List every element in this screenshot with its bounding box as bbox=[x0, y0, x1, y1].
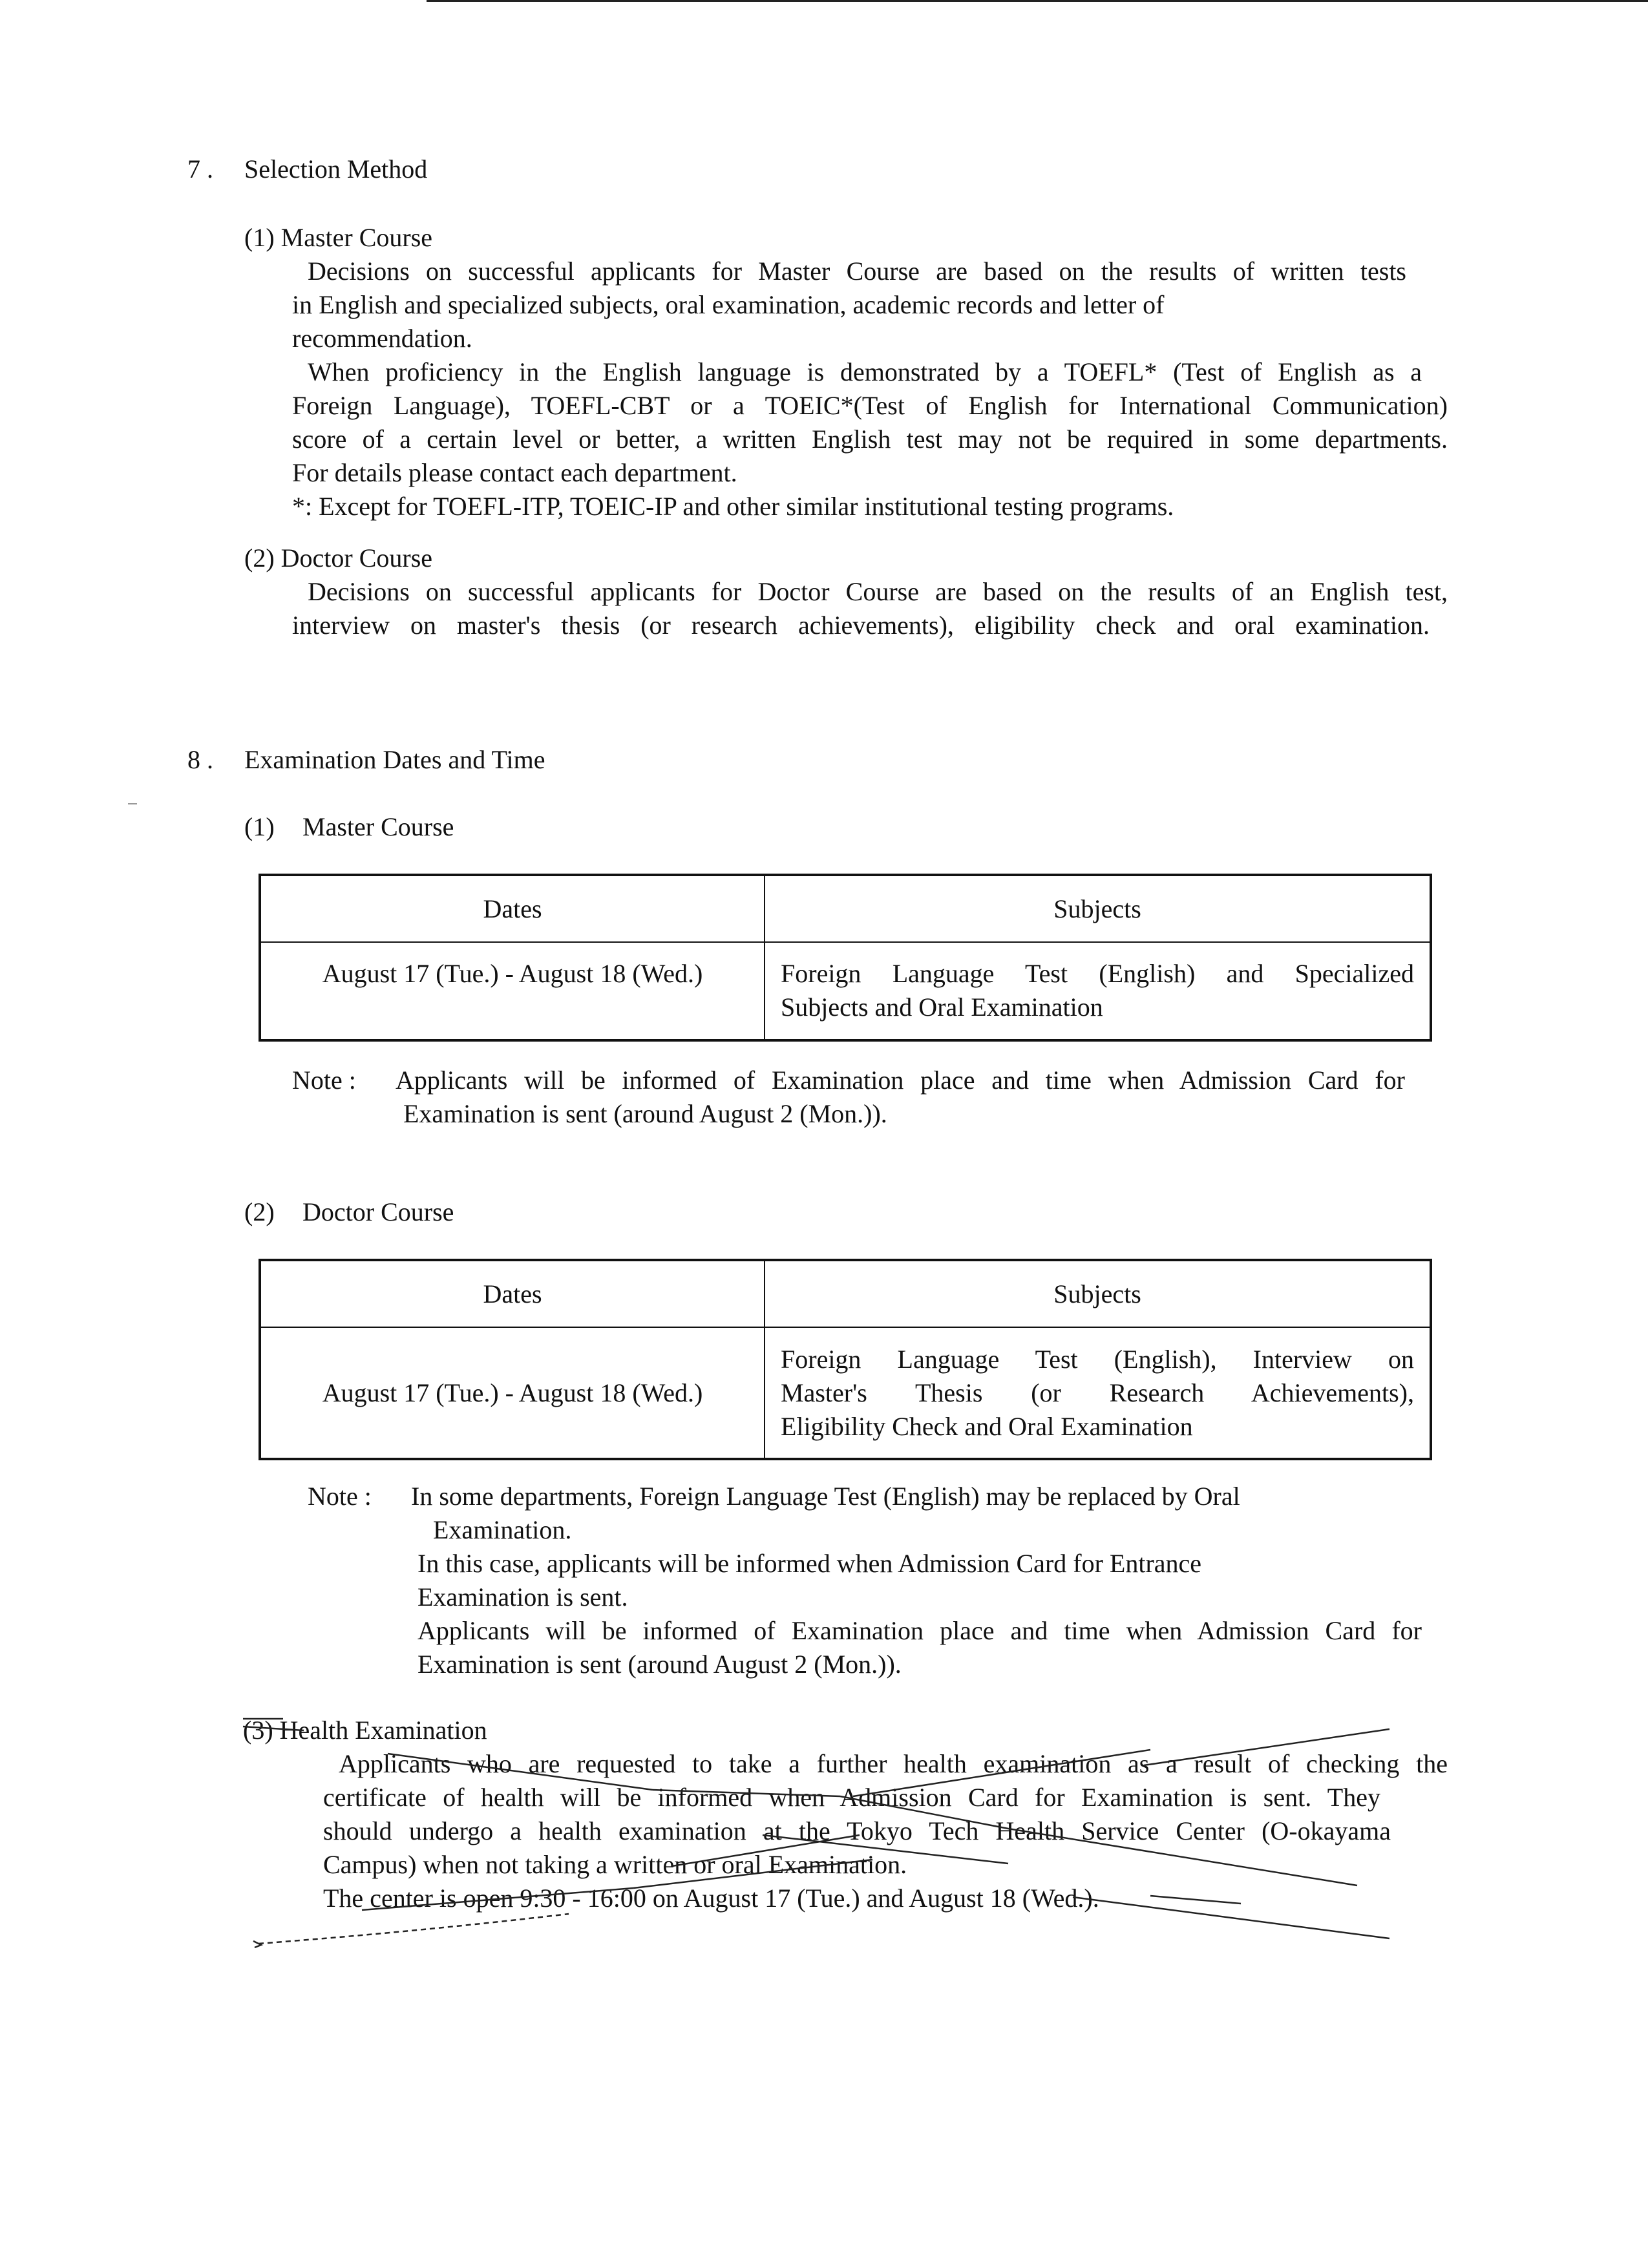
section-7-number: 7 . bbox=[187, 154, 213, 184]
table-header-row bbox=[260, 875, 1431, 942]
table-header-dates: Dates bbox=[260, 1260, 765, 1327]
doctor-selection-line: Decisions on successful applicants for Doctor Course are based on the results of an English test, bbox=[308, 577, 1448, 606]
margin-mark bbox=[128, 803, 137, 804]
master-note-label: Note : bbox=[292, 1066, 356, 1095]
master-selection-line: For details please contact each department. bbox=[292, 458, 737, 487]
health-exam-line: Campus) when not taking a written or oral Examination. bbox=[323, 1850, 907, 1879]
table-cell-dates: August 17 (Tue.) - August 18 (Wed.) bbox=[260, 1327, 765, 1459]
strike-mark bbox=[259, 1914, 569, 1944]
doctor-note-line: Applicants will be informed of Examination place and time when Admission Card for bbox=[417, 1616, 1422, 1645]
master-note-line: Applicants will be informed of Examination place and time when Admission Card for bbox=[396, 1066, 1405, 1095]
table-header-dates: Dates bbox=[260, 875, 765, 942]
master-selection-line: Foreign Language), TOEFL-CBT or a TOEIC*(Test of English for International Communication) bbox=[292, 391, 1448, 420]
strike-mark bbox=[1073, 1897, 1389, 1938]
doctor-note-line: Examination. bbox=[433, 1515, 572, 1544]
table-cell-dates: August 17 (Tue.) - August 18 (Wed.) bbox=[260, 942, 765, 1040]
doctor-note-line: Examination is sent (around August 2 (Mon.)). bbox=[417, 1650, 902, 1679]
doctor-dates-heading: Doctor Course bbox=[302, 1197, 454, 1226]
health-exam-line: Applicants who are requested to take a further health examination as a result of checking the bbox=[339, 1749, 1448, 1778]
master-selection-footnote: *: Except for TOEFL-ITP, TOEIC-IP and other similar institutional testing programs. bbox=[292, 492, 1174, 521]
master-selection-line: When proficiency in the English language is demonstrated by a TOEFL* (Test of English as a bbox=[308, 357, 1422, 386]
health-exam-line: should undergo a health examination at the Tokyo Tech Health Service Center (O-okayama bbox=[323, 1816, 1391, 1845]
master-selection-line: score of a certain level or better, a written English test may not be required in some departments. bbox=[292, 425, 1448, 454]
doctor-selection-line: interview on master's thesis (or research achievements), eligibility check and oral examination. bbox=[292, 611, 1430, 640]
master-dates-heading: Master Course bbox=[302, 812, 454, 841]
table-cell-subjects: Foreign Language Test (English), Interview on Master's Thesis (or Research Achievements), Eligibility Check and Oral Examination bbox=[765, 1327, 1431, 1459]
strike-mark bbox=[1150, 1896, 1241, 1904]
master-selection-line: recommendation. bbox=[292, 324, 472, 353]
master-dates-heading-number: (1) bbox=[244, 812, 275, 841]
table-header-row bbox=[260, 1260, 1431, 1327]
section-8-title: Examination Dates and Time bbox=[244, 745, 545, 774]
doctor-note-line: In some departments, Foreign Language Test (English) may be replaced by Oral bbox=[411, 1482, 1240, 1511]
health-exam-heading: (3) Health Examination bbox=[243, 1716, 487, 1745]
master-selection-heading: (1) Master Course bbox=[244, 223, 433, 252]
doctor-dates-heading-number: (2) bbox=[244, 1197, 275, 1226]
master-selection-line: Decisions on successful applicants for Master Course are based on the results of written tests bbox=[308, 257, 1406, 286]
master-note-line: Examination is sent (around August 2 (Mon.)). bbox=[403, 1099, 887, 1128]
doctor-note-label: Note : bbox=[308, 1482, 372, 1511]
doctor-note-line: In this case, applicants will be informed when Admission Card for Entrance bbox=[417, 1549, 1202, 1578]
master-exam-table bbox=[259, 874, 1432, 1042]
health-exam-line: The center is open 9:30 - 16:00 on August 17 (Tue.) and August 18 (Wed.). bbox=[323, 1884, 1099, 1913]
doctor-exam-table bbox=[259, 1259, 1432, 1460]
table-row bbox=[260, 942, 1431, 1040]
health-exam-line: certificate of health will be informed when Admission Card for Examination is sent. They bbox=[323, 1783, 1380, 1812]
section-7-title: Selection Method bbox=[244, 154, 428, 184]
table-header-subjects: Subjects bbox=[765, 1260, 1431, 1327]
doctor-note-line: Examination is sent. bbox=[417, 1582, 628, 1612]
doctor-selection-heading: (2) Doctor Course bbox=[244, 543, 433, 572]
table-header-subjects: Subjects bbox=[765, 875, 1431, 942]
section-8-number: 8 . bbox=[187, 745, 213, 774]
master-selection-line: in English and specialized subjects, oral examination, academic records and letter of bbox=[292, 290, 1165, 319]
table-row bbox=[260, 1327, 1431, 1459]
strike-mark bbox=[253, 1941, 261, 1948]
table-cell-subjects: Foreign Language Test (English) and Specialized Subjects and Oral Examination bbox=[765, 942, 1431, 1040]
top-border-line bbox=[427, 0, 1648, 2]
